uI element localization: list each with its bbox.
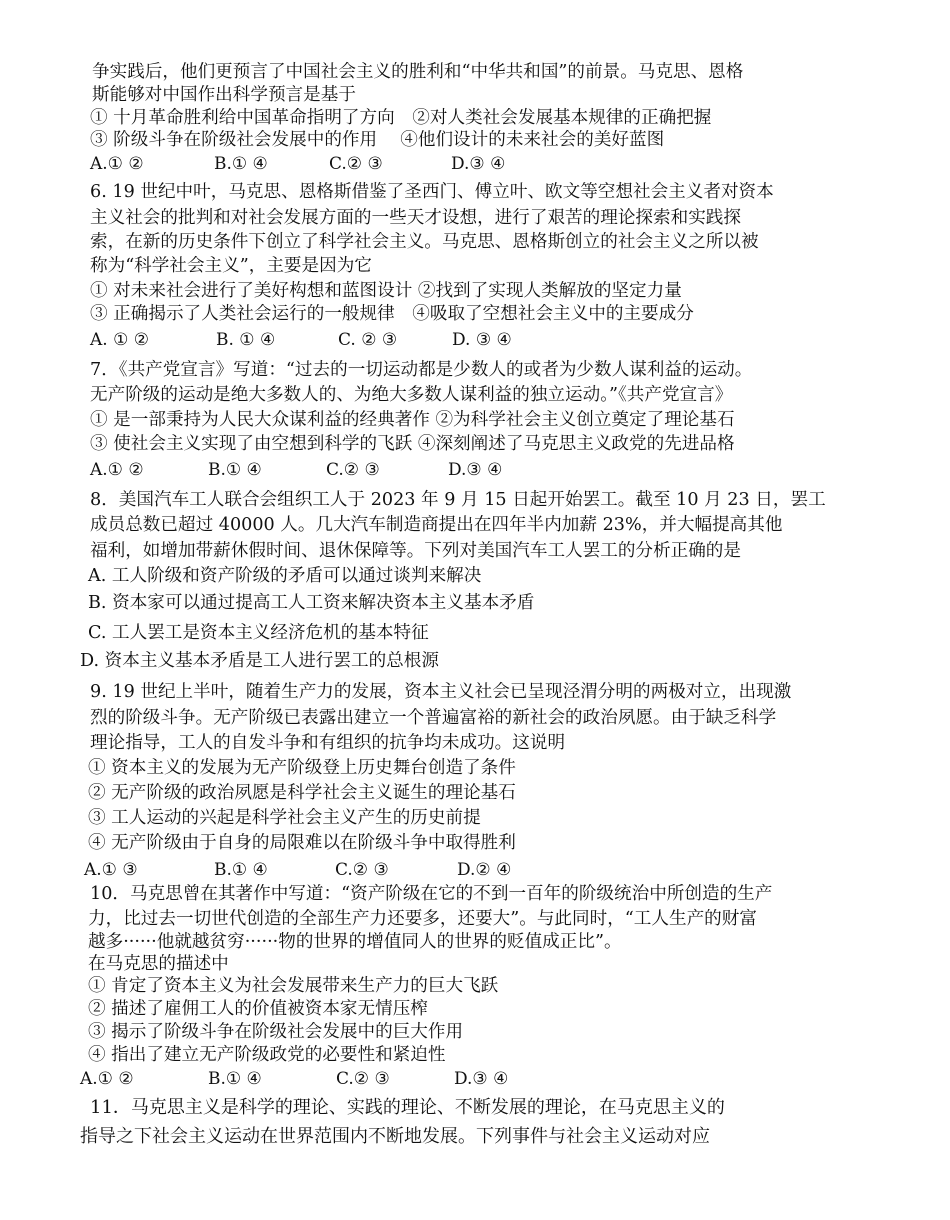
q10-options xyxy=(80,1067,508,1091)
q8-stem-line-1: 8．美国汽车工人联合会组织工人于 2023 年 9 月 15 日起开始罢工。截至 10 月 23 日，罢工 xyxy=(90,490,826,510)
q11-stem-line-2: 指导之下社会主义运动在世界范围内不断地发展。下列事件与社会主义运动对应 xyxy=(80,1126,710,1147)
q8-stem-line-3: 福利，如增加带薪休假时间、退休保障等。下列对美国汽车工人罢工的分析正确的是 xyxy=(90,541,741,561)
q8-option-c[interactable]: C. 工人罢工是资本主义经济危机的基本特征 xyxy=(88,623,429,643)
q5-choice-1-2: ① 十月革命胜利给中国革命指明了方向 ②对人类社会发展基本规律的正确把握 xyxy=(90,108,712,128)
q7-option-d[interactable]: D.③ ④ xyxy=(448,460,503,480)
q9-option-b[interactable]: B.① ④ xyxy=(214,860,268,880)
q10-option-a[interactable]: A.① ② xyxy=(80,1069,134,1089)
q10-choice-2: ② 描述了雇佣工人的价值被资本家无情压榨 xyxy=(88,999,428,1019)
q10-option-c[interactable]: C.② ③ xyxy=(336,1069,390,1089)
q6-option-d[interactable]: D. ③ ④ xyxy=(452,330,512,350)
q6-stem-line-2: 主义社会的批判和对社会发展方面的一些天才设想，进行了艰苦的理论探索和实践探 xyxy=(90,208,741,228)
q10-choice-4: ④ 指出了建立无产阶级政党的必要性和紧迫性 xyxy=(88,1045,446,1065)
q6-option-c[interactable]: C. ② ③ xyxy=(338,330,398,350)
q10-stem-line-2: 力，比过去一切世代创造的全部生产力还要多，还要大”。与此同时，“工人生产的财富 xyxy=(88,909,757,929)
q10-choice-3: ③ 揭示了阶级斗争在阶级社会发展中的巨大作用 xyxy=(88,1022,464,1042)
q5-option-d[interactable]: D.③ ④ xyxy=(451,154,506,174)
q9-stem-line-2: 烈的阶级斗争。无产阶级已表露出建立一个普遍富裕的新社会的政治夙愿。由于缺乏科学 xyxy=(90,708,777,728)
q7-choice-3-4: ③ 使社会主义实现了由空想到科学的飞跃 ④深刻阐述了马克思主义政党的先进品格 xyxy=(90,434,735,454)
q8-option-d[interactable]: D. 资本主义基本矛盾是工人进行罢工的总根源 xyxy=(80,651,439,671)
q6-stem-line-3: 索，在新的历史条件下创立了科学社会主义。马克思、恩格斯创立的社会主义之所以被 xyxy=(90,232,759,252)
q5-stem-line-1: 争实践后，他们更预言了中国社会主义的胜利和“中华共和国”的前景。马克思、恩格 xyxy=(92,62,744,82)
q7-option-a[interactable]: A.① ② xyxy=(90,460,144,480)
q9-option-c[interactable]: C.② ③ xyxy=(335,860,389,880)
q9-stem-line-3: 理论指导，工人的自发斗争和有组织的抗争均未成功。这说明 xyxy=(90,733,566,753)
q6-option-a[interactable]: A. ① ② xyxy=(90,330,149,350)
q8-option-a[interactable]: A. 工人阶级和资产阶级的矛盾可以通过谈判来解决 xyxy=(88,566,482,586)
q5-option-b[interactable]: B.① ④ xyxy=(214,154,268,174)
q5-stem-line-2: 斯能够对中国作出科学预言是基于 xyxy=(92,85,356,105)
q6-stem-line-1: 6. 19 世纪中叶，马克思、恩格斯借鉴了圣西门、傅立叶、欧文等空想社会主义者对资本 xyxy=(90,182,774,202)
q6-choice-3-4: ③ 正确揭示了人类社会运行的一般规律 ④吸取了空想社会主义中的主要成分 xyxy=(90,304,694,324)
q11-stem-line-1: 11．马克思主义是科学的理论、实践的理论、不断发展的理论，在马克思主义的 xyxy=(90,1097,725,1118)
q10-option-d[interactable]: D.③ ④ xyxy=(454,1069,509,1089)
q9-choice-4: ④ 无产阶级由于自身的局限难以在阶级斗争中取得胜利 xyxy=(88,833,516,853)
q10-option-b[interactable]: B.① ④ xyxy=(208,1069,262,1089)
q8-stem-line-2: 成员总数已超过 40000 人。几大汽车制造商提出在四年半内加薪 23%，并大幅提高其他 xyxy=(90,515,783,535)
q10-stem-line-3: 越多······他就越贫穷······物的世界的增值同人的世界的贬值成正比”。 xyxy=(88,932,622,952)
q7-options xyxy=(90,458,502,482)
q5-choice-3-4: ③ 阶级斗争在阶级社会发展中的作用 ④他们设计的未来社会的美好蓝图 xyxy=(90,130,665,150)
q5-options xyxy=(90,152,505,176)
q6-stem-line-4: 称为“科学社会主义”，主要是因为它 xyxy=(90,256,372,276)
q7-option-c[interactable]: C.② ③ xyxy=(326,460,380,480)
q7-option-b[interactable]: B.① ④ xyxy=(208,460,262,480)
q9-option-a[interactable]: A.① ③ xyxy=(84,860,138,880)
q7-choice-1-2: ① 是一部秉持为人民大众谋利益的经典著作 ②为科学社会主义创立奠定了理论基石 xyxy=(90,410,735,430)
q10-stem-line-1: 10．马克思曾在其著作中写道：“资产阶级在它的不到一百年的阶级统治中所创造的生产 xyxy=(90,884,773,904)
q9-options xyxy=(84,858,511,882)
q10-stem-line-4: 在马克思的描述中 xyxy=(88,954,229,974)
q9-choice-2: ② 无产阶级的政治夙愿是科学社会主义诞生的理论基石 xyxy=(88,783,516,803)
q6-options xyxy=(90,328,512,352)
q9-choice-3: ③ 工人运动的兴起是科学社会主义产生的历史前提 xyxy=(88,808,481,828)
q5-option-c[interactable]: C.② ③ xyxy=(329,154,383,174)
q9-stem-line-1: 9. 19 世纪上半叶，随着生产力的发展，资本主义社会已呈现泾渭分明的两极对立，出现激 xyxy=(90,682,792,702)
q9-option-d[interactable]: D.② ④ xyxy=(457,860,512,880)
q5-option-a[interactable]: A.① ② xyxy=(90,154,144,174)
q8-option-b[interactable]: B. 资本家可以通过提高工人工资来解决资本主义基本矛盾 xyxy=(88,593,535,613)
q9-choice-1: ① 资本主义的发展为无产阶级登上历史舞台创造了条件 xyxy=(88,758,516,778)
q10-choice-1: ① 肯定了资本主义为社会发展带来生产力的巨大飞跃 xyxy=(88,976,499,996)
q6-option-b[interactable]: B. ① ④ xyxy=(216,330,276,350)
q7-stem-line-2: 无产阶级的运动是绝大多数人的、为绝大多数人谋利益的独立运动。”《共产党宣言》 xyxy=(90,385,733,405)
q7-stem-line-1: 7．《共产党宣言》写道：“过去的一切运动都是少数人的或者为少数人谋利益的运动。 xyxy=(90,360,753,380)
q6-choice-1-2: ① 对未来社会进行了美好构想和蓝图设计 ②找到了实现人类解放的坚定力量 xyxy=(90,281,682,301)
